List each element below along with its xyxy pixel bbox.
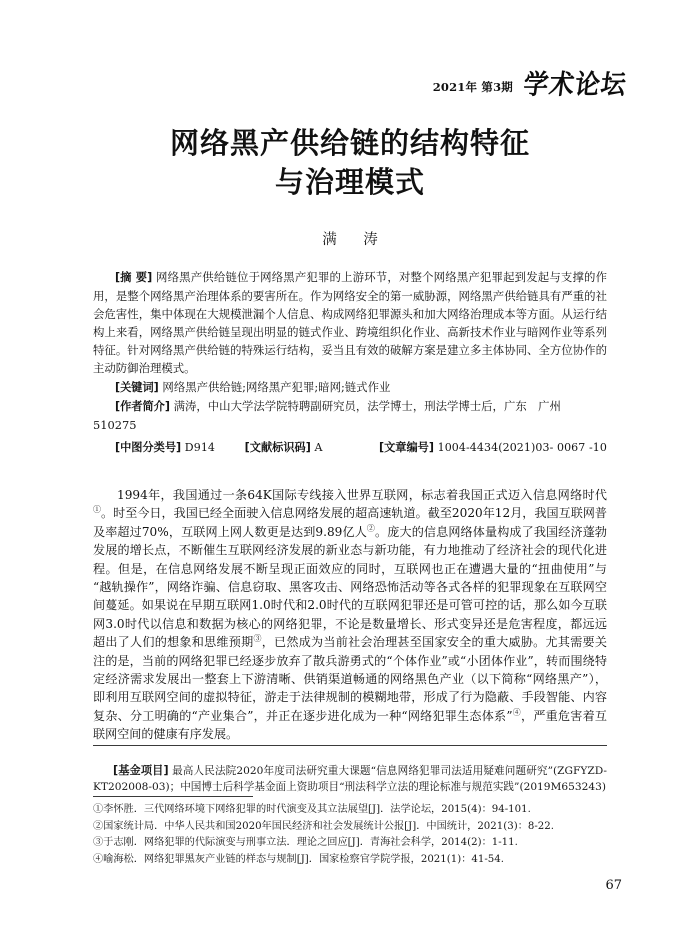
clc-label: [中图分类号] (115, 440, 182, 454)
abstract-label: [摘 要] (115, 271, 153, 284)
footnote-item: ④喻海松．网络犯罪黑灰产业链的样态与规制[J]．国家检察官学院学报，2021(1)：41-54. (93, 853, 504, 865)
funding-note (93, 763, 607, 796)
page-number: 67 (605, 878, 622, 893)
footnote-divider (93, 796, 253, 797)
footnote-list (93, 802, 607, 868)
document-code (245, 438, 379, 457)
footnote-ref-3[interactable]: ③ (253, 634, 262, 644)
funding-label: [基金项目] (113, 763, 169, 777)
author-bio-postcode: 510275 (93, 417, 137, 432)
article-id-label: [文章编号] (378, 440, 434, 454)
body-seg-1d: ，已然成为当前社会治理甚至国家安全的重大威胁。尤其需要关注的是，当前的网络犯罪已经逐步放弃了散兵游勇式的“个体作业”或“小团体作业”，转而围绕特定经济需求发展出一整套上下游清晰、供销渠道畅通的网络黑色产业（以下简称“网络黑产”），即利用互联网空间的虚拟特征，游走于法律规制的模糊地带，形成了行为隐蔽、手段智能、内容复杂、分工明确的“产业集合”，并正在逐步进化成为一种“网络犯罪生态体系” (93, 635, 607, 723)
funding-text: 最高人民法院2020年度司法研究重大课题“信息网络犯罪司法适用疑难问题研究”(ZGFYZD-KT202008-03)；中国博士后科学基金面上资助项目“刑法科学立法的理论标准与规范实践”(2019M653243) (93, 764, 607, 794)
body-seg-1c: 。庞大的信息网络体量构成了我国经济蓬勃发展的增长点，不断催生互联网经济发展的新业态与新功能，有力地推动了经济社会的现代化进程。但是，在信息网络发展不断呈现正面效应的同时，互联网也正在遭遇大量的“扭曲使用”与“越轨操作”，网络诈骗、信息窃取、黑客攻击、网络恐怖活动等各式各样的犯罪现象在互联网空间蔓延。如果说在早期互联网1.0时代和2.0时代的互联网犯罪还是可管可控的话，那么如今互联网3.0时代以信息和数据为核心的网络犯罪，不论是数量增长、形式变异还是危害程度，都远远超出了人们的想象和思维预期 (93, 524, 607, 650)
keywords-label: [关键词] (115, 380, 159, 394)
footnote-item: ①李怀胜．三代网络环境下网络犯罪的时代演变及其立法展望[J]．法学论坛，2015(4)：94-101. (93, 804, 531, 815)
funding-divider (93, 745, 607, 746)
body-seg-1b: 。时至今日，我国已经全面驶入信息网络发展的超高速轨道。截至2020年12月，我国互联网普及率超过70%，互联网上网人数更是达到9.89亿人 (93, 506, 608, 539)
body-paragraph-1 (93, 486, 607, 744)
title-line-1: 网络黑产供给链的结构特征 (169, 126, 530, 160)
article-id (379, 438, 607, 457)
clc-value: D914 (184, 440, 216, 454)
author-bio-block (93, 397, 607, 416)
journal-logo: 学术论坛 (521, 67, 629, 101)
keywords-text: 网络黑产供给链;网络黑产犯罪;暗网;链式作业 (162, 379, 391, 394)
title-line-2: 与治理模式 (274, 165, 425, 200)
issue-label: 2021年 第3期 (432, 80, 513, 94)
footnote-ref-2[interactable]: ② (366, 523, 376, 533)
document-code-value: A (314, 440, 323, 454)
footnote-item: ③于志刚．网络犯罪的代际演变与刑事立法．理论之回应[J]．青海社会科学，2014(2)：1-11. (93, 837, 518, 848)
front-matter (93, 268, 607, 457)
document-code-label: [文献标识码] (244, 440, 311, 454)
footnote-ref-4[interactable]: ④ (512, 707, 521, 717)
keywords-block (93, 378, 607, 397)
clc-number (115, 438, 245, 457)
body-seg-1e: ，严重危害着互联网空间的健康有序发展。 (93, 708, 607, 742)
author-bio-label: [作者简介] (115, 399, 170, 413)
author-name: 满 涛 (322, 232, 389, 248)
footnote-ref-1[interactable]: ① (93, 505, 102, 515)
masthead (432, 67, 629, 101)
abstract-text: 网络黑产供给链位于网络黑产犯罪的上游环节，对整个网络黑产犯罪起到发起与支撑的作用，是整个网络黑产治理体系的要害所在。作为网络安全的第一威胁源，网络黑产供给链具有严重的社会危害性，集中体现在大规模泄漏个人信息、构成网络犯罪源头和加大网络治理成本等方面。从运行结构上来看，网络黑产供给链呈现出明显的链式作业、跨境组织化作业、高新技术作业与暗网作业等系列特征。针对网络黑产供给链的特殊运行结构，妥当且有效的破解方案是建立多主体协同、全方位协作的主动防御治理模式。 (93, 270, 608, 376)
abstract-block (93, 268, 607, 378)
body-seg-1a: 1994年，我国通过一条64K国际专线接入世界互联网，标志着我国正式迈入信息网络时代 (117, 488, 607, 502)
body-text (93, 486, 607, 744)
author-bio-text: 满涛，中山大学法学院特聘副研究员，法学博士，刑法学博士后，广东 广州 (173, 398, 561, 413)
page-title (0, 124, 700, 202)
article-id-value: 1004-4434(2021)03- 0067 -10 (437, 440, 607, 454)
classification-row (93, 438, 607, 457)
footnote-item: ②国家统计局．中华人民共和国2020年国民经济和社会发展统计公报[J]．中国统计，2021(3)：8-22. (93, 820, 555, 832)
